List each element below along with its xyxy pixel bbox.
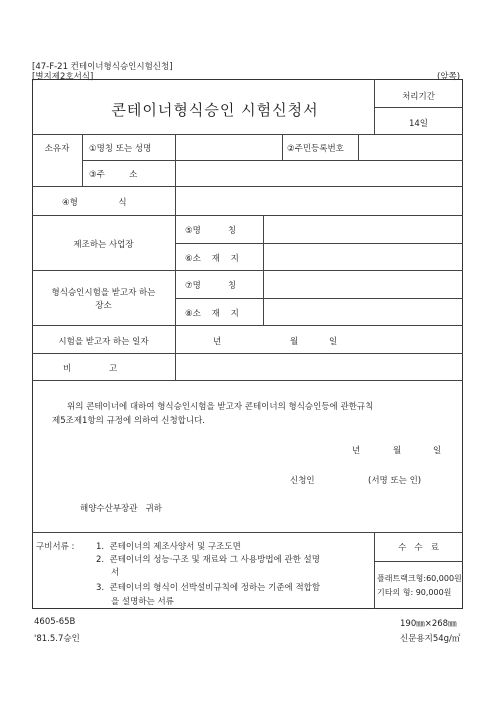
form-title: 콘테이너형식승인 시험신청서 bbox=[111, 101, 319, 119]
manufacturer-location-field[interactable] bbox=[264, 244, 462, 269]
address-label: ③주 소 bbox=[89, 170, 138, 180]
owner-label: 소유자 bbox=[44, 144, 70, 154]
documents-label: 구비서류 : bbox=[36, 542, 75, 552]
test-date-label: 시험을 받고자 하는 일자 bbox=[58, 337, 149, 347]
manufacturer-label: 제조하는 사업장 bbox=[73, 240, 134, 250]
footer-size: 190㎜×268㎜ bbox=[400, 619, 457, 629]
manufacturer-name-label: ⑤명 칭 bbox=[185, 226, 237, 236]
test-place-label-line2: 장소 bbox=[95, 301, 112, 311]
test-date-day[interactable]: 일 bbox=[329, 337, 338, 347]
type-label: ④형 식 bbox=[62, 198, 127, 208]
application-date-year[interactable]: 년 bbox=[352, 446, 361, 456]
fee-other: 기타의 형: 90,000원 bbox=[377, 588, 452, 597]
name-field[interactable] bbox=[176, 135, 281, 159]
fee-flat-rack: 플래트랙크형:60,000원 bbox=[377, 574, 462, 583]
processing-period-label: 처리기간 bbox=[402, 92, 435, 102]
test-place-name-field[interactable] bbox=[264, 271, 462, 297]
form-code: [47-F-21 컨테이너형식승인시험신청] bbox=[32, 62, 173, 72]
document-item-3-line1: 3. 콘테이너의 형식이 선박설비규칙에 정하는 기준에 적합함 bbox=[96, 583, 321, 593]
page-side: (앞쪽) bbox=[437, 72, 461, 82]
footer-paper: 신문용지54g/㎡ bbox=[400, 634, 461, 644]
remarks-field[interactable] bbox=[176, 354, 462, 379]
document-item-3-line2: 을 설명하는 서류 bbox=[111, 597, 174, 607]
footer-code: 4605-65B bbox=[34, 617, 76, 627]
test-place-location-label: ⑧소 재 지 bbox=[185, 309, 239, 319]
applicant-label: 신청인 bbox=[290, 476, 315, 486]
footer-approval: '81.5.7승인 bbox=[34, 634, 80, 644]
fee-label: 수 수 료 bbox=[398, 543, 439, 553]
form-number: [별지제2호서식] bbox=[32, 72, 94, 82]
addressee: 해양수산부장관 귀하 bbox=[80, 504, 163, 514]
test-place-name-label: ⑦명 칭 bbox=[185, 281, 237, 291]
test-date-year[interactable]: 년 bbox=[213, 337, 222, 347]
document-item-2-line1: 2. 콘테이너의 성능·구조 및 재료와 그 사용방법에 관한 설명 bbox=[96, 555, 320, 565]
resident-number-label: ②주민등록번호 bbox=[287, 144, 344, 154]
document-item-2-line2: 서 bbox=[111, 568, 120, 578]
name-label: ①명칭 또는 성명 bbox=[89, 144, 152, 154]
manufacturer-location-label: ⑥소 재 지 bbox=[185, 254, 239, 264]
document-item-1: 1. 콘테이너의 제조사양서 및 구조도면 bbox=[96, 542, 241, 552]
test-place-location-field[interactable] bbox=[264, 299, 462, 324]
statement-line2: 제5조제1항의 규정에 의하여 신청합니다. bbox=[52, 416, 206, 426]
signature-note[interactable]: (서명 또는 인) bbox=[368, 476, 422, 486]
test-place-label-line1: 형식승인시험을 받고자 하는 bbox=[51, 288, 156, 298]
test-date-month[interactable]: 월 bbox=[290, 337, 299, 347]
application-date-month[interactable]: 월 bbox=[393, 446, 402, 456]
type-field[interactable] bbox=[176, 187, 462, 214]
remarks-label: 비 고 bbox=[63, 364, 118, 374]
manufacturer-name-field[interactable] bbox=[264, 216, 462, 242]
processing-period-value: 14일 bbox=[408, 119, 429, 129]
application-date-day[interactable]: 일 bbox=[433, 446, 442, 456]
statement-line1: 위의 콘테이너에 대하여 형식승인시험을 받고자 콘테이너의 형식승인등에 관한규칙 bbox=[67, 402, 374, 412]
resident-number-field[interactable] bbox=[359, 135, 462, 159]
address-field[interactable] bbox=[176, 161, 462, 185]
